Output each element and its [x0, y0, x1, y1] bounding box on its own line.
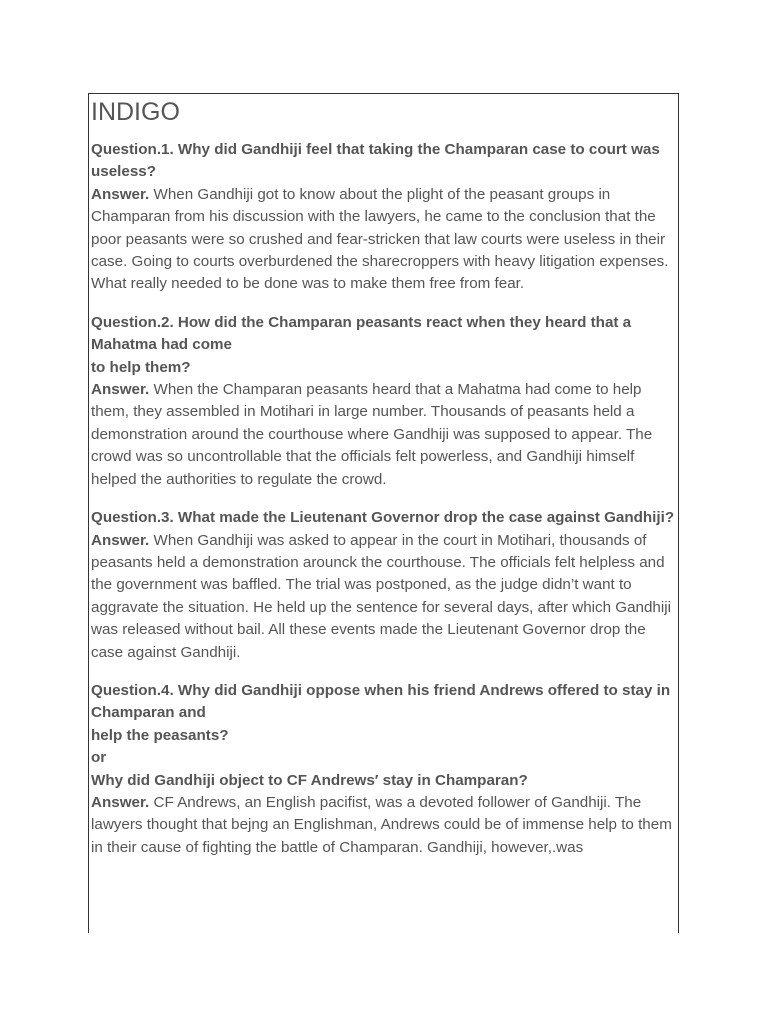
answer-text: CF Andrews, an English pacifist, was a devoted follower of Gandhiji. The lawyers thought that bejng an Englishman, Andrews could be of immense help to them in their cause of fighting the battle of Champaran. Gandhiji, however,.was — [91, 793, 672, 856]
answer-2 — [91, 379, 676, 491]
document-content — [89, 94, 678, 859]
question-line: Why did Gandhiji object to CF Andrews′ stay in Champaran? — [91, 771, 528, 789]
qa-block-3 — [91, 507, 676, 664]
qa-block-2 — [91, 312, 676, 491]
question-2 — [91, 312, 676, 379]
answer-label: Answer. — [91, 531, 150, 549]
answer-text: When the Champaran peasants heard that a Mahatma had come to help them, they assembled in Motihari in large number. Thousands of peasants held a demonstration around the courthouse where Gandhiji was supposed to appear. The crowd was so uncontrollable that the officials felt powerless, and Gandhiji himself helped the authorities to regulate the crowd. — [91, 381, 653, 488]
answer-4 — [91, 792, 676, 859]
question-line: Question.4. Why did Gandhiji oppose when his friend Andrews offered to stay in Champaran and — [91, 681, 671, 722]
answer-label: Answer. — [91, 793, 150, 811]
question-line: Question.3. What made the Lieutenant Governor drop the case against Gandhiji? — [91, 509, 675, 527]
question-1 — [91, 139, 676, 184]
answer-1 — [91, 184, 676, 296]
question-line: or — [91, 749, 107, 767]
question-3 — [91, 507, 676, 529]
question-line: Question.1. Why did Gandhiji feel that taking the Champaran case to court was useless? — [91, 141, 660, 181]
question-line: help the peasants? — [91, 726, 229, 744]
qa-block-1 — [91, 139, 676, 296]
answer-text: When Gandhiji got to know about the plight of the peasant groups in Champaran from his discussion with the lawyers, he came to the conclusion that the poor peasants were so crushed and fear-stricken that law courts were useless in their case. Going to courts overburdened the sharecroppers with heavy litigation expenses. What really needed to be done was to make them free from fear. — [91, 185, 669, 293]
question-4 — [91, 680, 676, 792]
page-title: INDIGO — [91, 98, 180, 126]
answer-text: When Gandhiji was asked to appear in the court in Motihari, thousands of peasants held a demonstration arounck the courthouse. The officials felt helpless and the government was baffled. The trial was postponed, as the judge didn’t want to aggravate the situation. He held up the sentence for several days, after which Gandhiji was released without bail. All these events made the Lieutenant Governor drop the case against Gandhiji. — [91, 531, 672, 661]
document-frame — [88, 93, 679, 933]
question-line: to help them? — [91, 358, 191, 376]
question-line: Question.2. How did the Champaran peasants react when they heard that a Mahatma had come — [91, 313, 632, 354]
answer-label: Answer. — [91, 381, 150, 399]
answer-3 — [91, 530, 676, 664]
qa-block-4 — [91, 680, 676, 859]
answer-label: Answer. — [91, 185, 150, 203]
